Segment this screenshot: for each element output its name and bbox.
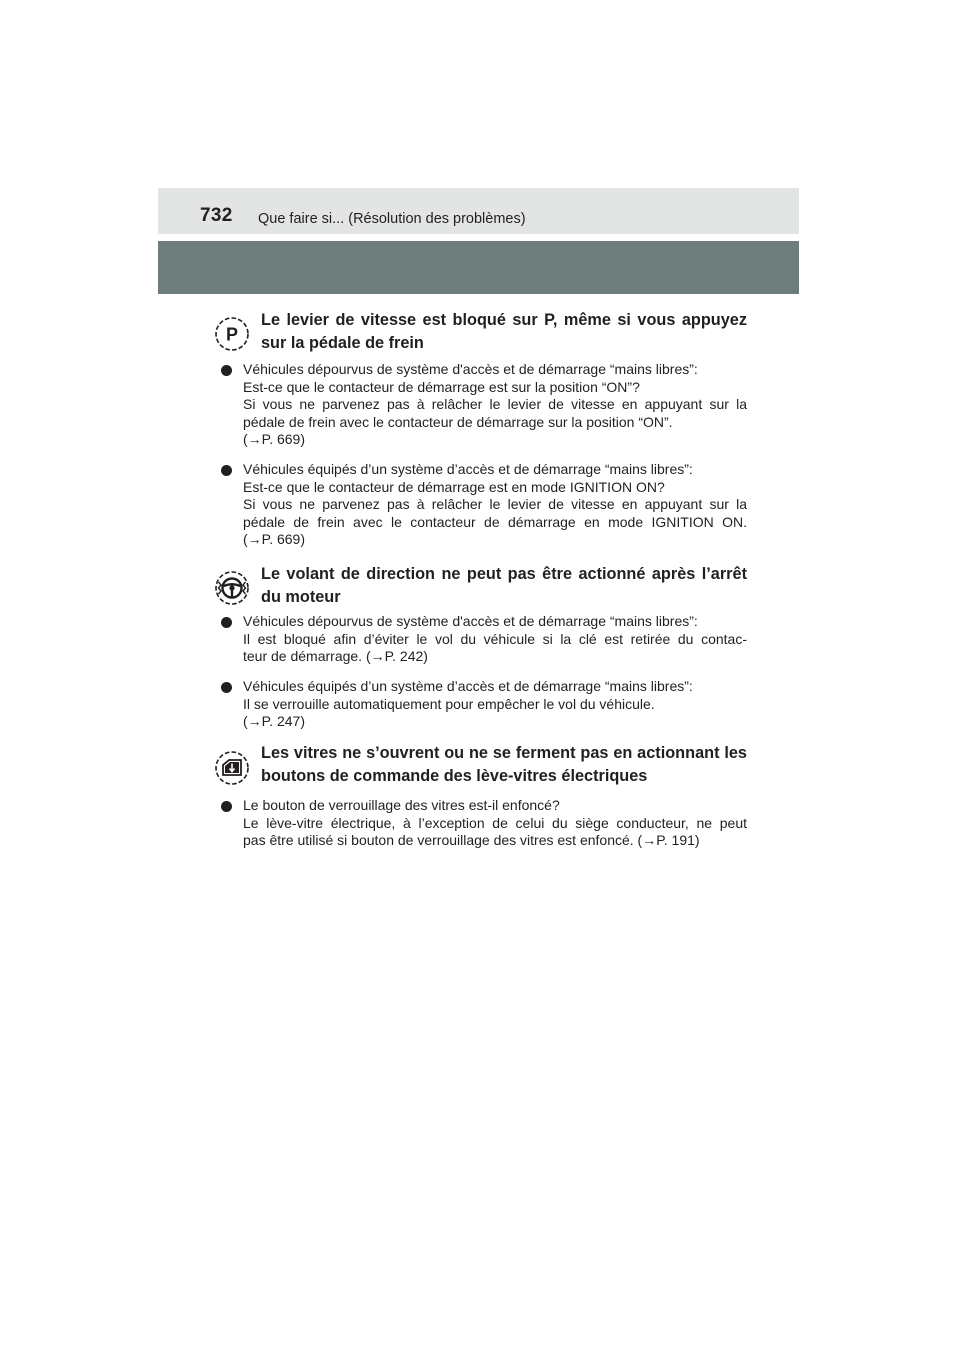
item-line: pédale de frein avec le contacteur de démarrage sur la position “ON”. [243,413,673,430]
bullet [221,465,232,476]
section-heading: Le volant de direction ne peut pas être actionné après l’arrêt du moteur [261,565,747,606]
item-line: Il se verrouille automatiquement pour empêcher le vol du véhicule. [243,695,655,712]
item-text [243,461,747,549]
item-line: Est-ce que le contacteur de démarrage est en mode IGNITION ON? [243,478,665,495]
item-line: Véhicules équipés d’un système d’accès et de démarrage “mains libres”: [243,678,693,694]
item-line: pas être utilisé si bouton de verrouillage des vitres est enfoncé. (→P. 191) [243,832,700,849]
page-number: 732 [200,205,233,226]
title-band [158,241,799,294]
item-line: Véhicules dépourvus de système d'accès et de démarrage “mains libres”: [243,361,698,377]
item-text [243,797,747,850]
item-line: (→P. 669) [243,531,305,548]
bullet [221,801,232,812]
item-line: Est-ce que le contacteur de démarrage est sur la position “ON”? [243,378,640,395]
item-text [243,678,747,731]
item-line: Véhicules équipés d’un système d’accès et de démarrage “mains libres”: [243,461,693,477]
bullet [221,617,232,628]
item-line: Si vous ne parvenez pas à relâcher le levier de vitesse en appuyant sur la [243,496,747,513]
power-window-icon [214,750,250,786]
section-title: Que faire si... (Résolution des problèmes) [258,211,526,227]
item-line: (→P. 247) [243,713,305,730]
item-line: (→P. 669) [243,431,305,448]
bullet [221,682,232,693]
shift-lock-p-icon [214,316,250,352]
svg-text:P: P [225,324,239,345]
item-text [243,613,747,666]
item-line: Il est bloqué afin d’éviter le vol du véhicule si la clé est retirée du contac- [243,630,747,647]
item-line: teur de démarrage. (→P. 242) [243,648,428,665]
item-text [243,361,747,449]
item-line: Si vous ne parvenez pas à relâcher le levier de vitesse en appuyant sur la [243,396,747,413]
item-line: Le lève-vitre électrique, à l’exception de celui du siège conducteur, ne peut [243,814,747,831]
item-line: Le bouton de verrouillage des vitres est-il enfoncé? [243,797,560,813]
steering-lock-icon [214,570,250,606]
item-line: Véhicules dépourvus de système d'accès et de démarrage “mains libres”: [243,613,698,629]
section-heading: Les vitres ne s’ouvrent ou ne se ferment pas en actionnant les boutons de commande des lève-vitres électriques [261,744,747,785]
section-heading: Le levier de vitesse est bloqué sur P, même si vous appuyez sur la pédale de frein [261,311,747,352]
item-line: pédale de frein avec le contacteur de démarrage en mode IGNITION ON. [243,513,747,530]
bullet [221,365,232,376]
